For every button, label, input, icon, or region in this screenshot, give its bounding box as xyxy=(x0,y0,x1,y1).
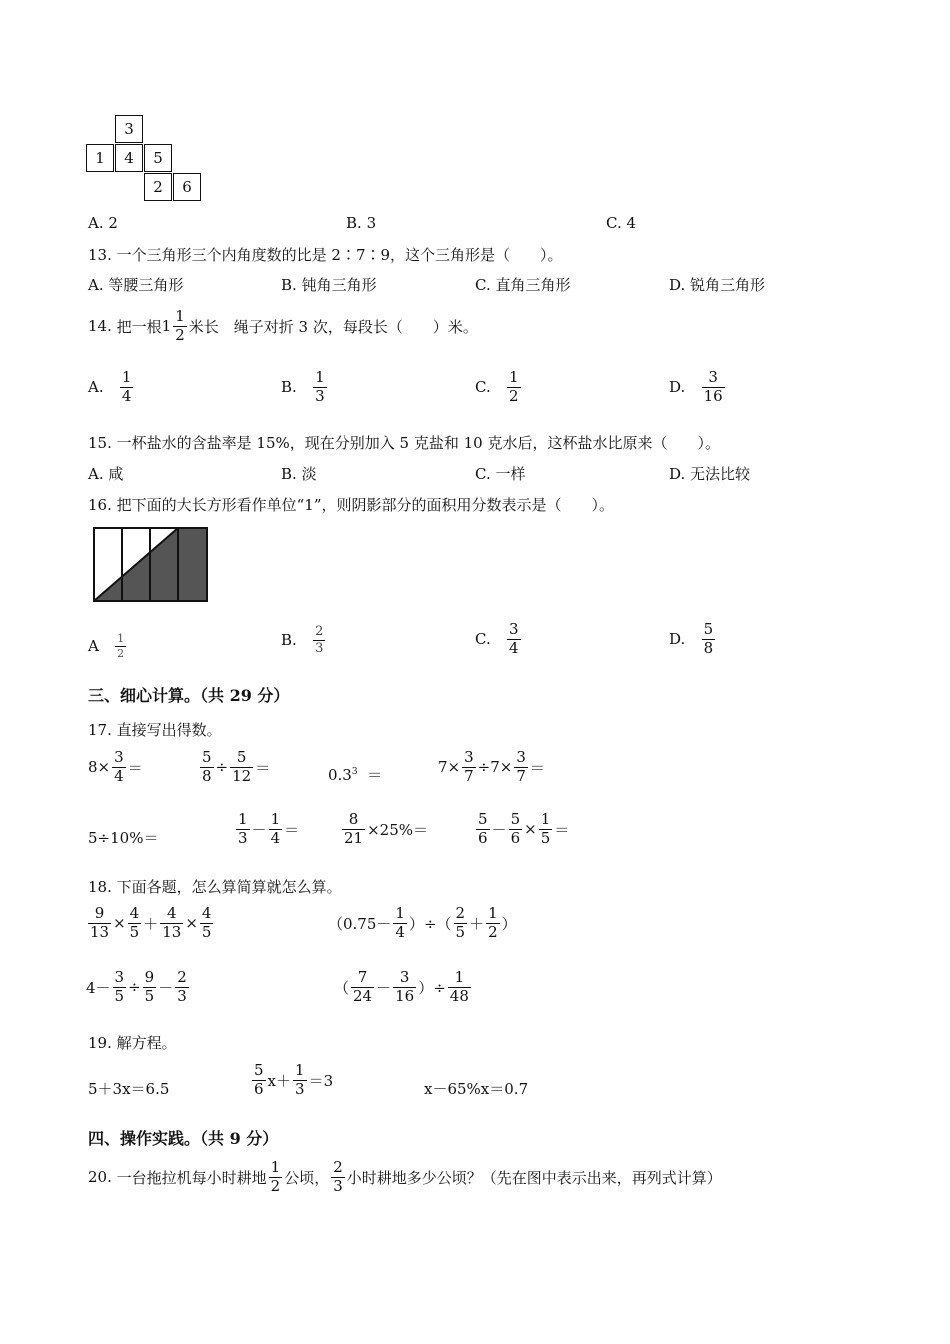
q15-option-d xyxy=(669,463,750,484)
section-4-heading: 四、操作实践。（共 9 分） xyxy=(88,1129,279,1148)
numerator: 3 xyxy=(708,368,718,386)
option-letter: D. xyxy=(669,630,686,649)
q19-equation-2 xyxy=(250,1063,333,1098)
question-number: 19. xyxy=(88,1034,112,1052)
numerator: 5 xyxy=(478,810,488,828)
expr-text: ×25%＝ xyxy=(367,820,429,839)
q15-option-b xyxy=(281,463,317,484)
question-text: 一台拖拉机每小时耕地 xyxy=(116,1168,267,1187)
q16-option-a xyxy=(88,633,128,659)
denominator: 2 xyxy=(175,325,185,344)
denominator: 16 xyxy=(395,986,415,1005)
q14-option-b xyxy=(281,370,329,405)
fraction xyxy=(175,970,189,1005)
fraction xyxy=(393,906,407,941)
option-text: 无法比较 xyxy=(690,465,751,483)
cube-net-figure xyxy=(86,115,206,205)
denominator: 5 xyxy=(540,828,551,847)
question-text: 下面各题，怎么算简算就怎么算。 xyxy=(116,878,342,896)
denominator: 7 xyxy=(516,766,526,785)
option-text: 等腰三角形 xyxy=(108,276,184,294)
option-letter: B. xyxy=(281,378,297,397)
fraction xyxy=(112,750,126,785)
q17-expr-6 xyxy=(234,812,299,847)
fraction xyxy=(143,970,157,1005)
denominator: 21 xyxy=(344,828,364,847)
denominator: 3 xyxy=(238,828,248,847)
q16-stem xyxy=(88,494,614,515)
denominator: 48 xyxy=(449,986,469,1005)
numerator: 5 xyxy=(202,748,212,766)
question-number: 18. xyxy=(88,878,112,896)
numerator: 8 xyxy=(348,810,359,828)
fraction xyxy=(462,750,476,785)
denominator: 6 xyxy=(254,1079,264,1098)
denominator: 6 xyxy=(478,828,488,847)
q17-stem xyxy=(88,719,222,740)
q17-expr-7 xyxy=(340,812,428,847)
fraction xyxy=(230,750,253,785)
fraction xyxy=(200,750,214,785)
numerator: 1 xyxy=(175,307,185,325)
question-text: 直接写出得数。 xyxy=(116,721,222,739)
q13-option-b xyxy=(281,274,377,295)
option-letter: A xyxy=(88,637,99,656)
expr-text: ＋ xyxy=(469,914,485,933)
denominator: 6 xyxy=(510,828,521,847)
question-text: 把下面的大长方形看作单位“1”，则阴影部分的面积用分数表示是（ ）。 xyxy=(116,496,615,514)
expr-text: ＝ xyxy=(529,758,545,777)
numerator: 2 xyxy=(333,1158,343,1176)
q14-option-a xyxy=(88,370,135,405)
fraction xyxy=(351,970,374,1005)
numerator: 1 xyxy=(395,904,405,922)
numerator: 1 xyxy=(117,632,125,645)
option-letter: C. xyxy=(606,214,622,232)
exponent: 3 xyxy=(351,767,358,777)
question-number: 17. xyxy=(88,721,112,739)
fraction xyxy=(293,1063,307,1098)
numerator: 2 xyxy=(177,968,187,986)
fraction xyxy=(393,970,416,1005)
denominator: 2 xyxy=(117,646,125,660)
fraction xyxy=(313,370,327,405)
cube-face: 6 xyxy=(173,173,201,201)
fraction xyxy=(454,906,468,941)
q12-option-b xyxy=(346,214,376,232)
q17-expr-5 xyxy=(88,827,158,848)
option-letter: A. xyxy=(88,378,104,397)
numerator: 1 xyxy=(315,368,325,386)
numerator: 1 xyxy=(238,810,248,828)
q16-option-b xyxy=(281,625,327,655)
fraction xyxy=(173,309,187,344)
expr-text: ＝ xyxy=(554,820,570,839)
fraction xyxy=(476,812,490,847)
numerator: 9 xyxy=(94,904,105,922)
q15-option-c xyxy=(475,463,526,484)
question-text: 一个三角形三个内角度数的比是 2∶7∶9，这个三角形是（ ）。 xyxy=(116,246,563,264)
q19-equation-3: x－65%x＝0.7 xyxy=(424,1080,529,1098)
denominator: 24 xyxy=(353,986,373,1005)
option-text: 钝角三角形 xyxy=(301,276,377,294)
expr-text: （ xyxy=(334,978,350,997)
expr-text: × xyxy=(113,914,126,933)
option-text: 淡 xyxy=(301,465,317,483)
option-letter: A. xyxy=(88,276,104,294)
numerator: 1 xyxy=(509,368,519,386)
fraction xyxy=(507,622,521,657)
option-letter: B. xyxy=(281,631,297,650)
cube-face: 3 xyxy=(115,115,143,143)
numerator: 5 xyxy=(703,620,714,638)
expr-text: － xyxy=(251,820,267,839)
cube-face: 1 xyxy=(86,144,114,172)
q19-equation-1: 5＋3x＝6.5 xyxy=(88,1080,170,1098)
fraction xyxy=(331,1160,345,1195)
denominator: 8 xyxy=(202,766,212,785)
fraction xyxy=(120,370,134,405)
denominator: 4 xyxy=(270,828,281,847)
denominator: 5 xyxy=(114,986,125,1005)
q20-stem xyxy=(88,1160,722,1195)
question-number: 20. xyxy=(88,1168,112,1187)
option-letter: C. xyxy=(475,465,491,483)
fraction xyxy=(115,633,126,659)
q18-expr-2 xyxy=(328,906,517,941)
denominator: 5 xyxy=(201,922,212,941)
expr-text: 0.3 xyxy=(328,766,352,784)
expr-text: 8× xyxy=(88,758,111,777)
fraction xyxy=(702,370,725,405)
option-letter: C. xyxy=(475,630,491,649)
expr-text: ）÷ xyxy=(418,978,446,997)
expr-text: x＋ xyxy=(267,1071,292,1090)
fraction xyxy=(88,906,111,941)
denominator: 4 xyxy=(121,386,132,405)
numerator: 1 xyxy=(540,810,551,828)
q18-expr-3 xyxy=(86,970,191,1005)
option-letter: D. xyxy=(669,465,686,483)
numerator: 5 xyxy=(510,810,521,828)
numerator: 1 xyxy=(454,968,465,986)
q18-stem xyxy=(88,876,342,897)
denominator: 3 xyxy=(315,640,324,656)
denominator: 4 xyxy=(509,638,519,657)
expr-text: － xyxy=(376,978,392,997)
whole-part: 1 xyxy=(161,317,172,336)
question-number: 14. xyxy=(88,317,112,336)
q12-option-a xyxy=(88,214,118,232)
expr-text: ＝ xyxy=(284,820,300,839)
numerator: 4 xyxy=(129,904,140,922)
numerator: 2 xyxy=(315,624,324,639)
cube-face: 4 xyxy=(115,144,143,172)
fraction xyxy=(128,906,142,941)
denominator: 13 xyxy=(90,922,110,941)
denominator: 7 xyxy=(464,766,474,785)
q17-expr-3 xyxy=(328,764,382,785)
expr-text: ＋ xyxy=(143,914,159,933)
expr-text: 5÷10%＝ xyxy=(88,829,159,847)
expr-text: ） xyxy=(501,914,517,933)
fraction xyxy=(514,750,528,785)
expr-text: ）÷（ xyxy=(408,914,452,933)
denominator: 5 xyxy=(455,922,466,941)
question-number: 16. xyxy=(88,496,112,514)
expr-text: ÷7× xyxy=(477,758,513,777)
q13-option-a xyxy=(88,274,183,295)
question-number: 15. xyxy=(88,434,112,452)
option-text: 锐角三角形 xyxy=(690,276,766,294)
q16-option-d xyxy=(669,622,717,657)
q14-option-c xyxy=(475,370,523,405)
expr-text: － xyxy=(491,820,507,839)
expr-text: ＝ xyxy=(367,766,383,784)
cube-face: 2 xyxy=(144,173,172,201)
q17-expr-4 xyxy=(438,750,545,785)
denominator: 3 xyxy=(295,1079,305,1098)
question-text: 米长 绳子对折 3 次，每段长（ ）米。 xyxy=(188,317,478,336)
q17-expr-1 xyxy=(88,750,143,785)
fraction xyxy=(486,906,500,941)
numerator: 3 xyxy=(464,748,474,766)
denominator: 16 xyxy=(703,386,723,405)
q16-option-c xyxy=(475,622,523,657)
expr-text: × xyxy=(185,914,198,933)
question-text: 一杯盐水的含盐率是 15%，现在分别加入 5 克盐和 10 克水后，这杯盐水比原来（ ）。 xyxy=(116,434,720,452)
fraction xyxy=(342,812,365,847)
option-letter: A. xyxy=(88,465,104,483)
denominator: 13 xyxy=(162,922,182,941)
numerator: 5 xyxy=(236,748,247,766)
shaded-rectangle-figure xyxy=(92,526,210,604)
q19-stem xyxy=(88,1032,177,1053)
denominator: 4 xyxy=(395,922,405,941)
fraction xyxy=(200,906,214,941)
q15-option-a xyxy=(88,463,123,484)
numerator: 9 xyxy=(144,968,155,986)
denominator: 3 xyxy=(333,1176,343,1195)
denominator: 4 xyxy=(114,766,124,785)
numerator: 3 xyxy=(509,620,519,638)
option-text: 4 xyxy=(626,214,637,232)
denominator: 5 xyxy=(144,986,155,1005)
fraction xyxy=(160,906,183,941)
numerator: 3 xyxy=(114,968,125,986)
section-3-heading: 三、细心计算。（共 29 分） xyxy=(88,686,290,705)
q13-stem xyxy=(88,244,563,265)
numerator: 1 xyxy=(270,1158,281,1176)
mixed-number xyxy=(162,309,189,344)
numerator: 1 xyxy=(270,810,281,828)
numerator: 3 xyxy=(114,748,124,766)
option-text: 咸 xyxy=(108,465,124,483)
fraction xyxy=(509,812,523,847)
denominator: 3 xyxy=(315,386,325,405)
expr-text: ＝ xyxy=(127,758,143,777)
fraction xyxy=(313,625,325,655)
q15-stem xyxy=(88,432,720,453)
q18-expr-4 xyxy=(334,970,473,1005)
option-letter: B. xyxy=(281,465,297,483)
question-text: 解方程。 xyxy=(116,1034,177,1052)
denominator: 2 xyxy=(488,922,498,941)
option-letter: D. xyxy=(669,378,686,397)
q14-option-d xyxy=(669,370,727,405)
option-letter: D. xyxy=(669,276,686,294)
option-text: 3 xyxy=(366,214,377,232)
option-letter: B. xyxy=(281,276,297,294)
numerator: 1 xyxy=(295,1061,305,1079)
fraction xyxy=(236,812,250,847)
expr-text: ＝3 xyxy=(308,1071,334,1090)
numerator: 3 xyxy=(399,968,410,986)
fraction xyxy=(539,812,553,847)
expr-text: 4－ xyxy=(86,978,111,997)
q12-option-c xyxy=(606,214,636,232)
fraction xyxy=(448,970,471,1005)
option-letter: C. xyxy=(475,378,491,397)
fraction xyxy=(113,970,127,1005)
question-text: 把一根 xyxy=(116,317,162,336)
option-letter: A. xyxy=(88,214,104,232)
q18-expr-1 xyxy=(86,906,215,941)
denominator: 2 xyxy=(270,1176,281,1195)
expr-text: ÷ xyxy=(128,978,141,997)
fraction xyxy=(252,1063,266,1098)
denominator: 2 xyxy=(509,386,519,405)
question-text: 小时耕地多少公顷？（先在图中表示出来，再列式计算） xyxy=(346,1168,722,1187)
numerator: 1 xyxy=(121,368,132,386)
expr-text: （0.75－ xyxy=(328,914,392,933)
cube-face: 5 xyxy=(144,144,172,172)
denominator: 8 xyxy=(703,638,714,657)
option-letter: B. xyxy=(346,214,362,232)
denominator: 5 xyxy=(129,922,140,941)
expr-text: － xyxy=(158,978,174,997)
numerator: 7 xyxy=(357,968,368,986)
q17-expr-8 xyxy=(474,812,569,847)
numerator: 4 xyxy=(167,904,177,922)
option-text: 直角三角形 xyxy=(495,276,571,294)
q17-expr-2 xyxy=(198,750,270,785)
question-number: 13. xyxy=(88,246,112,264)
fraction xyxy=(269,1160,283,1195)
denominator: 3 xyxy=(177,986,187,1005)
numerator: 4 xyxy=(201,904,212,922)
q14-stem xyxy=(88,309,478,344)
denominator: 12 xyxy=(232,766,252,785)
q13-option-d xyxy=(669,274,765,295)
option-letter: C. xyxy=(475,276,491,294)
expr-text: × xyxy=(524,820,537,839)
numerator: 5 xyxy=(254,1061,264,1079)
expr-text: 7× xyxy=(438,758,461,777)
option-text: 2 xyxy=(108,214,118,232)
fraction xyxy=(507,370,521,405)
numerator: 1 xyxy=(488,904,498,922)
expr-text: ÷ xyxy=(215,758,229,777)
question-text: 公顷， xyxy=(284,1168,330,1187)
q13-option-c xyxy=(475,274,571,295)
fraction xyxy=(702,622,716,657)
expr-text: ＝ xyxy=(255,758,271,777)
numerator: 2 xyxy=(455,904,466,922)
option-text: 一样 xyxy=(495,465,526,483)
fraction xyxy=(269,812,283,847)
numerator: 3 xyxy=(516,748,526,766)
